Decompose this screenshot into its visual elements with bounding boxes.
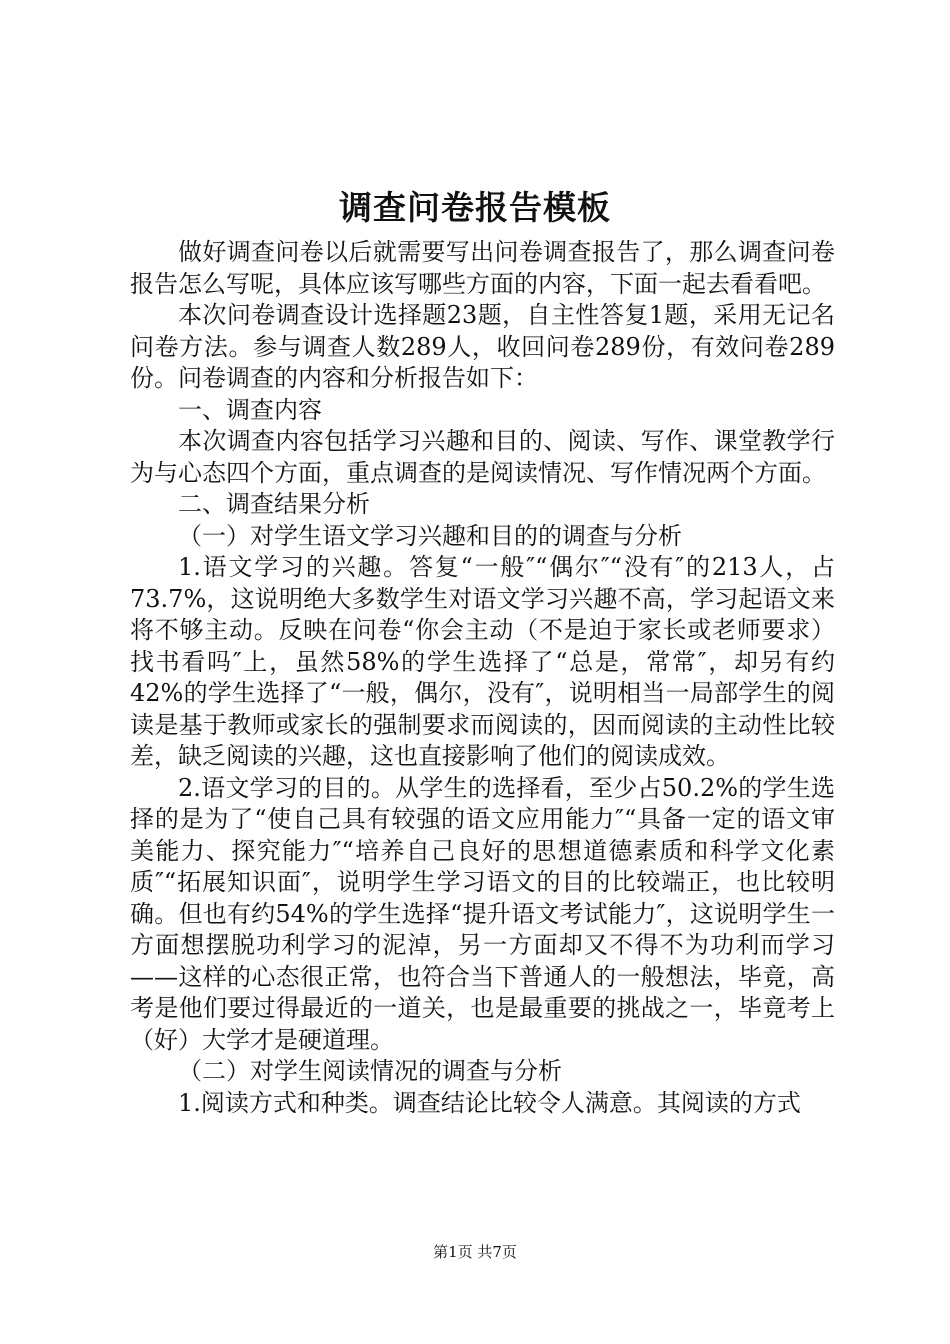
document-title: 调查问卷报告模板 (339, 188, 611, 227)
paragraph-interest: 1.语文学习的兴趣。答复“一般″“偶尔″“没有″的213人，占73.7%，这说明绝大多数学生对语文学习兴趣不高，学习起语文来将不够主动。反映在问卷“你会主动（不是迫于家长或老师要求）找书看吗″上，虽然58%的学生选择了“总是，常常″，却另有约42%的学生选择了“一般，偶尔，没有″，说明相当一局部学生的阅读是基于教师或家长的强制要求而阅读的，因而阅读的主动性比较差，缺乏阅读的兴趣，这也直接影响了他们的阅读成效。 (130, 553, 835, 770)
paragraph-purpose: 2.语文学习的目的。从学生的选择看，至少占50.2%的学生选择的是为了“使自己具有较强的语文应用能力″“具备一定的语文审美能力、探究能力″“培养自己良好的思想道德素质和科学文化素质″“拓展知识面″，说明学生学习语文的目的比较端正，也比较明确。但也有约54%的学生选择“提升语文考试能力″，这说明学生一方面想摆脱功利学习的泥淖，另一方面却又不得不为功利而学习——这样的心态很正常，也符合当下普通人的一般想法，毕竟，高考是他们要过得最近的一道关，也是最重要的挑战之一，毕竟考上（好）大学才是硬道理。 (130, 773, 835, 1054)
subheading-interest-purpose: （一）对学生语文学习兴趣和目的的调查与分析 (178, 521, 682, 550)
document-body (130, 237, 835, 1119)
page-footer: 第1页 共7页 (433, 1243, 517, 1261)
heading-result-analysis: 二、调查结果分析 (178, 490, 370, 518)
heading-survey-content: 一、调查内容 (178, 395, 322, 424)
paragraph-survey-design: 本次问卷调查设计选择题23题，自主性答复1题，采用无记名问卷方法。参与调查人数289人，收回问卷289份，有效问卷289份。问卷调查的内容和分析报告如下： (130, 301, 835, 392)
paragraph-intro: 做好调查问卷以后就需要写出问卷调查报告了，那么调查问卷报告怎么写呢，具体应该写哪些方面的内容，下面一起去看看吧。 (130, 238, 835, 298)
subheading-reading: （二）对学生阅读情况的调查与分析 (178, 1057, 562, 1085)
paragraph-reading-method: 1.阅读方式和种类。调查结论比较令人满意。其阅读的方式 (178, 1088, 801, 1117)
paragraph-survey-content: 本次调查内容包括学习兴趣和目的、阅读、写作、课堂教学行为与心态四个方面，重点调查的是阅读情况、写作情况两个方面。 (130, 427, 835, 487)
